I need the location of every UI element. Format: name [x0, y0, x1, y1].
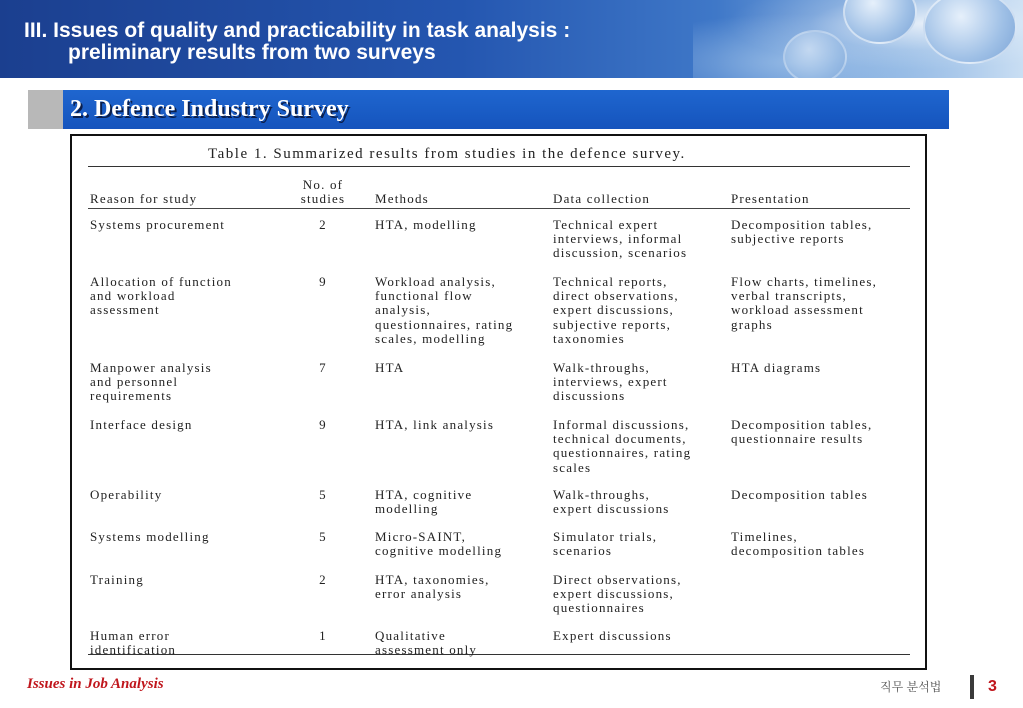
footer-title: Issues in Job Analysis — [27, 676, 164, 692]
section-bar-accent — [28, 90, 63, 129]
header-methods: Methods — [375, 191, 429, 206]
slide-title-line1: III. Issues of quality and practicability in task analysis : — [24, 19, 571, 42]
cell-reason: Operability — [90, 487, 163, 502]
cell-methods: HTA, link analysis — [375, 417, 495, 432]
header-data-collection: Data collection — [553, 191, 651, 206]
coins-decoration — [693, 0, 1023, 78]
cell-methods: Workload analysis, functional flow analysis, questionnaires, rating scales, modelling — [375, 274, 514, 346]
cell-reason: Allocation of function and workload assessment — [90, 274, 232, 318]
cell-presentation: HTA diagrams — [731, 360, 822, 375]
cell-data-collection: Expert discussions — [553, 628, 672, 643]
cell-reason: Systems modelling — [90, 529, 210, 544]
cell-studies: 2 — [319, 217, 327, 232]
cell-methods: HTA — [375, 360, 405, 375]
cell-methods: HTA, modelling — [375, 217, 477, 232]
slide-header — [0, 0, 1023, 78]
cell-data-collection: Technical expert interviews, informal discussion, scenarios — [553, 217, 688, 261]
cell-studies: 9 — [319, 417, 327, 432]
cell-data-collection: Simulator trials, scenarios — [553, 529, 658, 559]
cell-studies: 2 — [319, 572, 327, 587]
cell-reason: Manpower analysis and personnel requirements — [90, 360, 212, 404]
footer-separator — [970, 675, 974, 699]
cell-data-collection: Walk-throughs, interviews, expert discussions — [553, 360, 668, 404]
cell-presentation: Decomposition tables, questionnaire results — [731, 417, 873, 447]
table-top-rule — [88, 166, 910, 167]
section-title: 2. Defence Industry Survey — [70, 96, 349, 122]
cell-methods: Micro-SAINT, cognitive modelling — [375, 529, 503, 559]
cell-methods: HTA, cognitive modelling — [375, 487, 473, 517]
cell-presentation: Flow charts, timelines, verbal transcripts, workload assessment graphs — [731, 274, 878, 332]
cell-methods: HTA, taxonomies, error analysis — [375, 572, 490, 602]
section-bar — [28, 90, 949, 129]
header-presentation: Presentation — [731, 191, 810, 206]
cell-reason: Systems procurement — [90, 217, 226, 232]
cell-studies: 7 — [319, 360, 327, 375]
header-reason: Reason for study — [90, 191, 198, 206]
cell-data-collection: Direct observations, expert discussions, questionnaires — [553, 572, 682, 616]
cell-studies: 5 — [319, 529, 327, 544]
slide-title — [24, 20, 570, 64]
cell-reason: Interface design — [90, 417, 193, 432]
cell-presentation: Decomposition tables, subjective reports — [731, 217, 873, 247]
header-rule — [88, 208, 910, 209]
cell-presentation: Decomposition tables — [731, 487, 869, 502]
coin-image — [783, 30, 847, 78]
cell-data-collection: Technical reports, direct observations, expert discussions, subjective reports, taxonomies — [553, 274, 679, 346]
table-caption: Table 1. Summarized results from studies in the defence survey. — [208, 146, 686, 162]
coin-image — [923, 0, 1017, 64]
cell-reason: Training — [90, 572, 144, 587]
coin-image — [843, 0, 917, 44]
table-image-frame — [70, 134, 927, 670]
page-number: 3 — [988, 678, 997, 695]
cell-data-collection: Informal discussions, technical documents, questionnaires, rating scales — [553, 417, 692, 475]
cell-reason: Human error identification — [90, 628, 177, 658]
cell-studies: 5 — [319, 487, 327, 502]
footer-subtitle: 직무 분석법 — [880, 680, 942, 694]
slide-title-line2: preliminary results from two surveys — [68, 41, 436, 64]
cell-methods: Qualitative assessment only — [375, 628, 478, 658]
header-studies: No. of studies — [300, 177, 346, 207]
cell-studies: 9 — [319, 274, 327, 289]
cell-studies: 1 — [319, 628, 327, 643]
cell-data-collection: Walk-throughs, expert discussions — [553, 487, 670, 517]
cell-presentation: Timelines, decomposition tables — [731, 529, 866, 559]
